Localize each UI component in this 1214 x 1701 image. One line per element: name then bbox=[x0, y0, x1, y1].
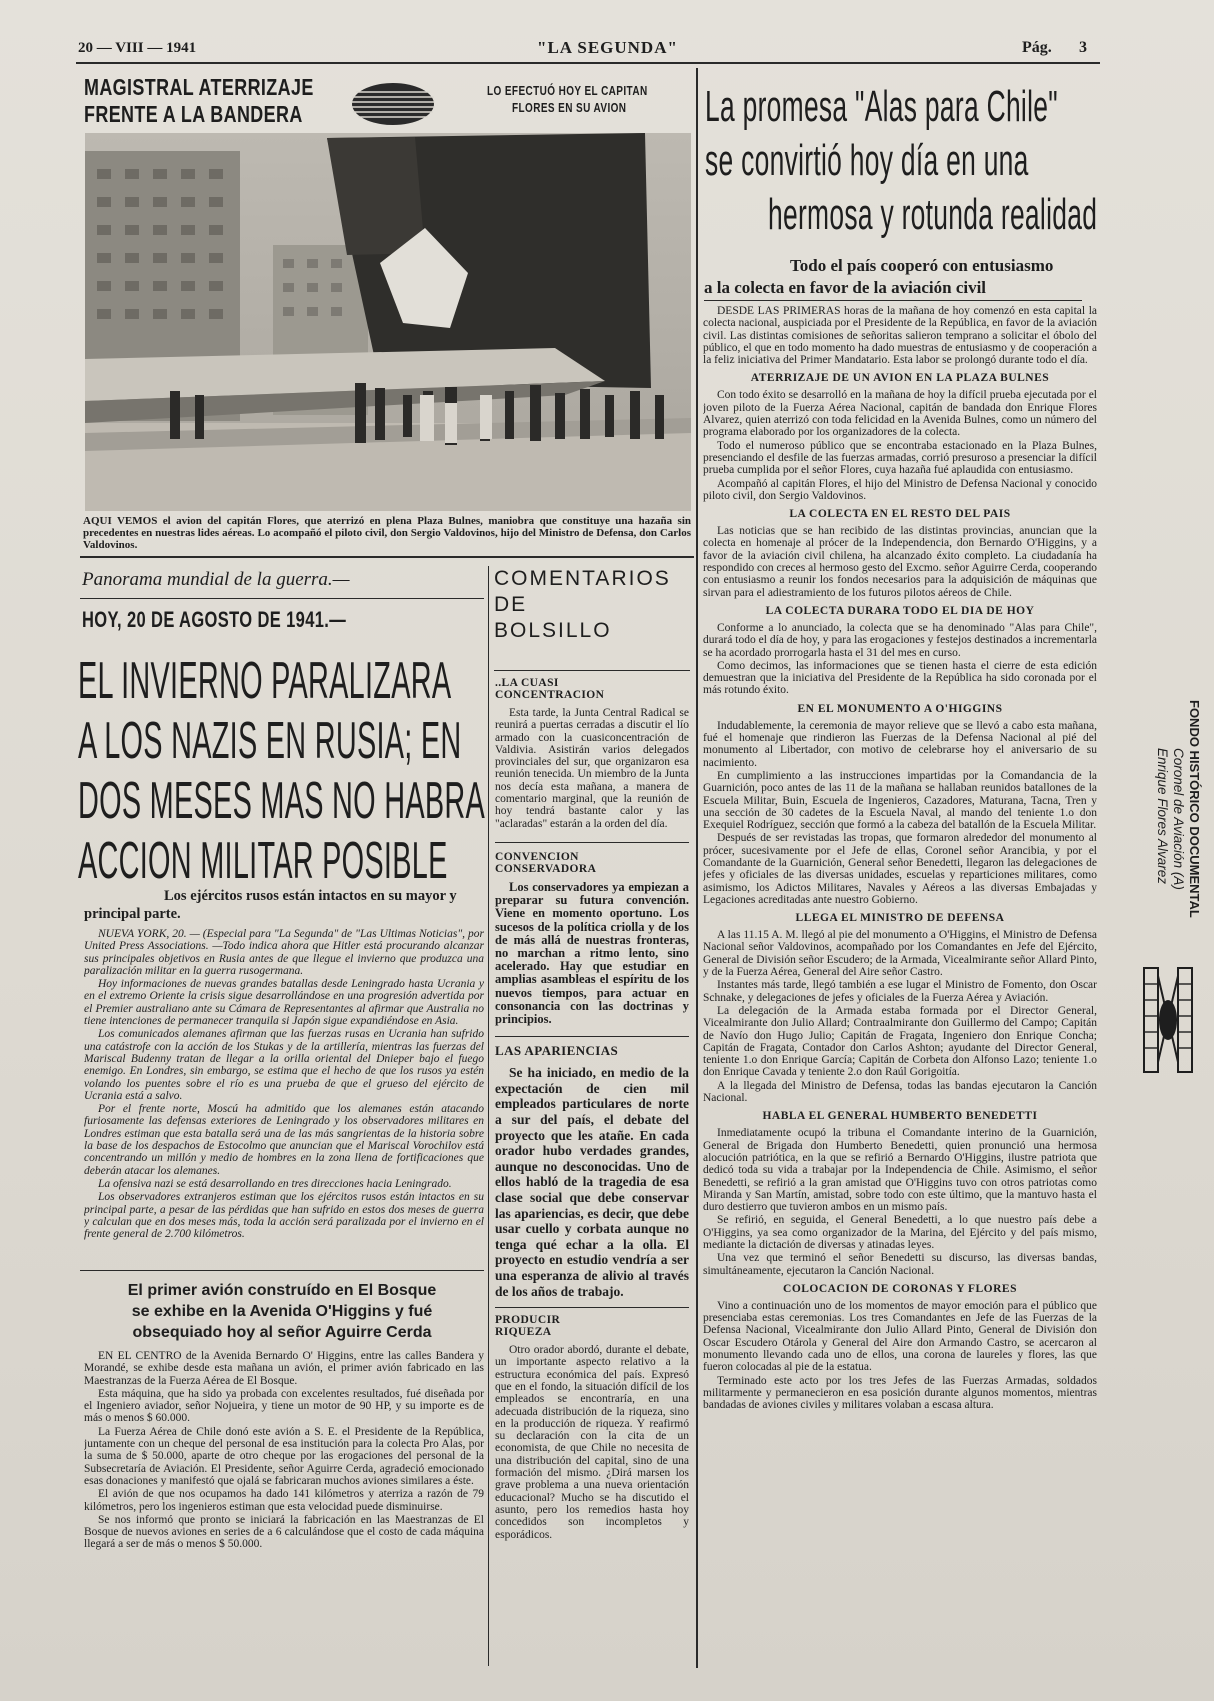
masthead-rule bbox=[76, 62, 1100, 64]
war-headline-line3: DOS MESES MAS NO HABRA bbox=[78, 772, 486, 830]
bosque-paragraph: Esta máquina, que ha sido ya probada con excelentes resultados, fué diseñada por el Ingeniero aviador, señor Nojueira, y tiene un motor de 90 HP, y su importe es de más o menos $ 60.000. bbox=[84, 1387, 484, 1425]
war-headline-line1: EL INVIERNO PARALIZARA bbox=[78, 652, 452, 710]
bosque-paragraph: EN EL CENTRO de la Avenida Bernardo O' Higgins, entre las calles Bandera y Morandé, se exhibe desde esta mañana un avión, el primer avión fabricado en las Maestranzas de la Fuerza Aérea de El Bosque. bbox=[84, 1350, 484, 1387]
comentarios-paragraph: Los conservadores ya empiezan a preparar su futura convención. Viene en momento oportuno. Los sucesos de la política criolla y de los de más allá de nuestras fronteras, no marchan a ritmo lento, sino acelerado. Hay que estudiar en amplias asambleas el espíritu de los nuevos tiempos, para actuar en consonancia con las doctrinas y principios. bbox=[495, 879, 689, 1026]
war-dateline: HOY, 20 DE AGOSTO DE 1941.— bbox=[82, 607, 347, 632]
lead-section-heading: ATERRIZAJE DE UN AVION EN LA PLAZA BULNES bbox=[750, 372, 1050, 385]
archive-stamp-line1: FONDO HISTÓRICO DOCUMENTAL bbox=[1187, 700, 1202, 918]
photo-headline-line1: MAGISTRAL ATERRIZAJE bbox=[84, 74, 314, 100]
war-headline-line2: A LOS NAZIS EN RUSIA; EN bbox=[78, 712, 462, 770]
lead-paragraph: Las noticias que se han recibido de las distintas provincias, anuncian que la colecta en homenaje al prócer de la Independencia, don Bernardo O'Higgins, y a favor de la aviación civil chilena, ha alcanzado éxito completo. La ciudadanía ha respondido con creces al hermoso gesto del Excmo. señor Aguirre Cerda, cooperando con entusiasmo a reunir los fondos necesarios para la adquisición de máquinas que sirvan para el adiestramiento de los futuros pilotos aéreos de Chile. bbox=[703, 525, 1097, 599]
comentarios-title-line3: BOLSILLO bbox=[494, 619, 612, 642]
lead-section-heading: COLOCACION DE CORONAS Y FLORES bbox=[783, 1282, 1017, 1295]
column-rule-right bbox=[696, 68, 698, 1668]
war-paragraph: La ofensiva nazi se está desarrollando en tres direcciones hacia Leningrado. bbox=[98, 1177, 452, 1190]
comentarios-heading: RIQUEZA bbox=[495, 1326, 552, 1339]
comentarios-divider bbox=[495, 1307, 689, 1308]
bosque-headline-line2: se exhibe en la Avenida O'Higgins y fué bbox=[131, 1303, 433, 1320]
lead-section-heading: LA COLECTA EN EL RESTO DEL PAIS bbox=[789, 508, 1011, 521]
photo-kicker-line2: FLORES EN SU AVION bbox=[512, 101, 627, 115]
lead-paragraph: A las 11.15 A. M. llegó al pie del monumento a O'Higgins, el Ministro de Defensa Nacional señor Valdovinos, acompañado por los Comandantes en Jefe del Ejército, General de División señor Escudero; de la Armada, Vicealmirante señor Allard Pinto, y de la Fuerza Aérea, General del Aire señor Castro. bbox=[703, 929, 1097, 979]
bosque-paragraph: El avión de que nos ocupamos ha dado 141 kilómetros y aterriza a razón de 79 kilómetros, pero los ingenieros estiman que esta velocidad puede disminuirse. bbox=[84, 1488, 484, 1513]
comentarios-paragraph: Esta tarde, la Junta Central Radical se reunirá a puertas cerradas a discutir el lío armado con la cuasiconcentración de Valdivia. Asistirán varios delegados provinciales del sur, que organizaron esa reunión tenecida. Un miembro de la Junta nos decía esta mañana, a manera de comentario marginal, que la reunión de hoy tendrá bastante calor y las "aclaradas" estarán a la orden del día. bbox=[495, 707, 689, 830]
war-headline-line4: ACCION MILITAR POSIBLE bbox=[78, 832, 448, 890]
lead-subhead-rule bbox=[704, 300, 1082, 301]
comentarios-heading: CONSERVADORA bbox=[495, 862, 597, 875]
lead-paragraph: Con todo éxito se desarrolló en la mañana de hoy la difícil prueba ejecutada por el joven piloto de la Fuerza Aérea Nacional, capitán de bandada don Enrique Flores Alvarez, quien aterrizó con toda felicidad en la Avenida Bulnes, como un número del programa elaborado por los organizadores de la colecta. bbox=[703, 389, 1097, 439]
photo-bottom-rule bbox=[80, 556, 694, 558]
lead-paragraph: A la llegada del Ministro de Defensa, todas las bandas ejecutaron la Canción Nacional. bbox=[703, 1079, 1097, 1105]
comentarios-body bbox=[495, 677, 689, 1672]
lead-section-heading: EN EL MONUMENTO A O'HIGGINS bbox=[797, 702, 1003, 715]
war-paragraph: NUEVA YORK, 20. — (Especial para "La Segunda" de "Las Ultimas Noticias", por United Press Associations. —Todo indica ahora que Hitler está procurando alcanzar sus principales objetivos en Rusia antes de que llegue el invierno que produzca una paralización militar en la guerra rusogermana. bbox=[84, 928, 484, 977]
comentarios-title bbox=[494, 566, 671, 644]
comentarios-title-line1: COMENTARIOS bbox=[494, 567, 671, 590]
lead-paragraph: Como decimos, las informaciones que se tienen hasta el cierre de esta edición demuestran que la iniciativa del Presidente de la República ha sido coronada por el más rotundo éxito. bbox=[703, 659, 1097, 697]
lead-headline-line3: hermosa y rotunda realidad bbox=[768, 190, 1098, 239]
comentarios-divider bbox=[495, 1036, 689, 1037]
winged-emblem-icon bbox=[350, 80, 436, 128]
masthead-date: 20 — VIII — 1941 bbox=[78, 40, 197, 56]
archive-stamp-line2: Coronel de Aviación (A) bbox=[1171, 748, 1186, 890]
lead-paragraph: Se refirió, en seguida, el General Benedetti, a lo que nuestro país debe a O'Higgins, ya sea como organizador de la Marina, del Ejército y del país mismo, mediante la dictación de diversas y atinadas leyes. bbox=[703, 1214, 1097, 1251]
war-kicker: Panorama mundial de la guerra.— bbox=[82, 569, 350, 590]
comentarios-paragraph: Se ha iniciado, en medio de la expectación de cien mil empleados particulares de norte a sur del país, el debate del proyecto que les atañe. En cada orador hubo verdades grandes, aunque no desconocidas. Uno de ellos habló de la tragedia de esa clase social que debe conservar las apariencias, es decir, que debe usar cuello y corbata aunque no tenga qué echar a la olla. El proyecto en estudio vendría a ser una esperanza de alivio al través de los años de trabajo. bbox=[495, 1065, 689, 1299]
lead-paragraph: La delegación de la Armada estaba formada por el Director General, Vicealmirante don Julio Allard; Contraalmirante don Guillermo del Campo; Capitán de Navío don Hugo Julio; Capitán de Fragata, Ingeniero don Enrique Concha; Capitán de Fragata, Contador don Carlos Ashton; ayudante del Director General, teniente 1.o don Enrique García; Capitán de Corbeta don Alfonso Lazo; teniente 1.o don Enrique Cavada y teniente 2.o don Raúl Gorigoitía. bbox=[703, 1004, 1097, 1079]
column-rule-middle bbox=[488, 566, 489, 1666]
lead-subhead-line2: a la colecta en favor de la aviación civil bbox=[704, 278, 987, 297]
war-kicker-rule bbox=[80, 598, 484, 599]
masthead-page-label: Pág. bbox=[1022, 39, 1052, 56]
war-paragraph: Los comunicados alemanes afirman que las fuerzas rusas en Ucrania han sufrido una catástrofe con la acción de los Stukas y de la artillería, mientras las fuerzas del Mariscal Budenny tratan de llegar a la orilla oriental del Dnieper bajo el fuego enemigo. En Londres, sin embargo, se estima que el hecho de que los rusos ya estén volando los puentes sobre el río es una prueba de que el grueso del ejército de Ucrania está a salvo. bbox=[84, 1028, 484, 1102]
lead-paragraph: En cumplimiento a las instrucciones impartidas por la Comandancia de la Guarnición, poco antes de las 11 de la mañana se hallaban reunidos batallones de la Escuela Militar, Buin, Escuela de Ingenieros, Cazadores, Maturana, Tacna, Tren y una sección de 30 cadetes de la Escuela Naval, al mando del teniente 1.o don Exequiel Rodríguez, sección que formó a la cabeza del batallón de la Escuela Militar. bbox=[703, 769, 1097, 832]
war-story-body bbox=[84, 928, 484, 1266]
lead-paragraph: Conforme a lo anunciado, la colecta que se ha denominado "Alas para Chile", durará todo el día de hoy, y para las erogaciones y festejos destinados a incrementarla se ha acordado prorrogarla hasta el 31 del mes en curso. bbox=[703, 621, 1097, 659]
lead-paragraph: Una vez que terminó el señor Benedetti su discurso, las diversas bandas, simultáneamente, ejecutaron la Canción Nacional. bbox=[703, 1252, 1097, 1277]
war-bottom-rule bbox=[80, 1270, 484, 1271]
war-paragraph: Los observadores extranjeros estiman que los ejércitos rusos están intactos en su principal parte, a pesar de las pérdidas que han sufrido en estos dos meses de guerra y calculan que en dos meses más, toda la acción será paralizada por el invierno en el frente general de 2.700 kilómetros. bbox=[84, 1191, 484, 1241]
lead-paragraph: Inmediatamente ocupó la tribuna el Comandante interino de la Guarnición, General de Brigada don Humberto Benedetti, quien pronunció una hermosa alocución patriótica, en la que se refirió a Bernardo O'Higgins, ilustre patriota que dedicó toda su vida a trabajar por la Independencia de Chile. Asimismo, el señor Benedetti, se refirió a la gran amistad que O'Higgins tuvo con otros patriotas como Miranda y San Martín, amistad, sobre todo con este último, que la mantuvo hasta el duro destierro que tuvieron ambos en un mismo país. bbox=[703, 1127, 1097, 1214]
biplane-logo-icon bbox=[1138, 962, 1198, 1080]
bosque-headline bbox=[80, 1280, 484, 1343]
lead-paragraph: Acompañó al capitán Flores, el hijo del Ministro de Defensa Nacional y conocido piloto civil, don Sergio Valdovinos. bbox=[703, 477, 1097, 502]
war-paragraph: Por el frente norte, Moscú ha admitido que los alemanes están atacando furiosamente las defensas exteriores de Leningrado y los observadores militares en Londres estiman que esta batalla será una de las más sangrientas de la historia sobre la base de los despachos de Estocolmo que anuncian que el Mariscal Vorochilov está concentrando un millón y medio de hombres en la zona llena de fortificaciones que deberán atacar los alemanes. bbox=[84, 1103, 484, 1177]
lead-paragraph: Después de ser revistadas las tropas, que formaron alrededor del monumento al prócer, sucesivamente por el Jefe de ellas, Coronel señor Arancibia, y por el Comandante de la Guarnición, General señor Benedetti, llegaron las delegaciones de jefes y oficiales de las diversas unidades, escuelas y reparticiones militares, como asimismo, los Adictos Militares, Navales y Aéreos a las diversas Embajadas y Legaciones acreditadas ante nuestro Gobierno. bbox=[703, 832, 1097, 906]
photo-kicker-line1: LO EFECTUÓ HOY EL CAPITAN bbox=[487, 84, 648, 98]
comentarios-paragraph: Otro orador abordó, durante el debate, un importante aspecto relativo a la estructura económica del país. Expresó que en el fondo, la situación difícil de los empleados se encontraría, en una adecuada distribución de la riqueza, sino en la producción de riqueza. Y reafirmó su declaración con la cita de un economista, de que Chile no necesita de una distribución del capital, sino de una formación del mismo. ¿Dirá marsen los grave problema a una nueva orientación educacional? Mucho se ha discutido el asunto, pero los remedios hasta hoy concedidos son incompletos y esporádicos. bbox=[495, 1344, 689, 1541]
comentarios-heading: CONCENTRACION bbox=[495, 689, 605, 701]
lead-section-heading: LLEGA EL MINISTRO DE DEFENSA bbox=[795, 912, 1005, 925]
photo-headline-line2: FRENTE A LA BANDERA bbox=[84, 101, 303, 127]
lead-paragraph: Indudablemente, la ceremonia de mayor relieve que se llevó a cabo esta mañana, fué el homenaje que rindieron las Fuerzas de la Defensa Nacional al pié del monumento al Libertador, con motivo de celebrarse hoy el aniversario de su nacimiento. bbox=[703, 719, 1097, 769]
comentarios-divider bbox=[495, 842, 689, 843]
lead-paragraph: Instantes más tarde, llegó también a ese lugar el Ministro de Fomento, don Oscar Schnake, y delegaciones de jefes y oficiales de la Fuerza Aérea y Aviación. bbox=[703, 979, 1097, 1004]
lead-subhead-line1: Todo el país cooperó con entusiasmo bbox=[790, 256, 1054, 275]
lead-headline-line1: La promesa "Alas para Chile" bbox=[705, 82, 1058, 131]
lead-paragraph: Terminado este acto por los tres Jefes de las Fuerzas Armadas, soldados militarmente y permanecieron en esa posición durante algunos momentos, mientras bandadas de aviones civiles y militares volaban a escasa altura. bbox=[703, 1374, 1097, 1412]
bosque-paragraph: Se nos informó que pronto se iniciará la fabricación en las Maestranzas de El Bosque de nuevos aviones en series de a 6 calculándose que el costo de cada máquina llegará a ser de más o menos $ 50.000. bbox=[84, 1513, 484, 1551]
photo-caption: AQUI VEMOS el avion del capitán Flores, que aterrizó en plena Plaza Bulnes, maniobra que constituye una hazaña sin precedentes en nuestras lides aéreas. Lo acompañó el piloto civil, don Sergio Valdovinos, hijo del Ministro de Defensa, don Carlos Valdovinos. bbox=[83, 515, 691, 551]
comentarios-title-line2: DE bbox=[494, 593, 528, 616]
lead-paragraph: Vino a continuación uno de los momentos de mayor emoción para el público que presenciaba estas ceremonias. Los tres Comandantes en Jefe de las Fuerzas de la Defensa Nacional, Vicealmirante don Julio Allard Pinto, General de División don Oscar Escudero Otárola y General del Aire don Armando Castro, se acercaron al monumento llevando cada uno de ellos, una corona de laureles y flores, las que fueron colocadas al pie de la estatua. bbox=[703, 1299, 1097, 1374]
bosque-headline-line1: El primer avión construído en El Bosque bbox=[127, 1282, 437, 1299]
comentarios-heading: CONVENCION bbox=[495, 850, 579, 863]
war-deck: Los ejércitos rusos están intactos en su mayor y principal parte. bbox=[84, 888, 457, 922]
bosque-headline-line3: obsequiado hoy al señor Aguirre Cerda bbox=[132, 1324, 432, 1341]
comentarios-title-rule bbox=[494, 670, 690, 671]
lead-section-heading: HABLA EL GENERAL HUMBERTO BENEDETTI bbox=[762, 1110, 1038, 1123]
bosque-story-body bbox=[84, 1350, 484, 1675]
masthead-page-number: 3 bbox=[1079, 39, 1087, 56]
news-photo bbox=[85, 133, 691, 511]
lead-story-body bbox=[703, 305, 1097, 1680]
masthead-paper-name: "LA SEGUNDA" bbox=[537, 38, 678, 57]
lead-paragraph: DESDE LAS PRIMERAS horas de la mañana de hoy comenzó en esta capital la colecta nacional, auspiciada por el Presidente de la República, en favor de la aviación civil. Las distintas comisiones de señoritas salieron temprano a solicitar el óbolo del público, el que en todo momento ha dado muestras de entusiasmo y de cooperación a la feliz iniciativa del Primer Mandatario. Esta labor se prolongó durante todo el día. bbox=[703, 305, 1097, 367]
archive-stamp-line3: Enrique Flores Alvarez bbox=[1155, 748, 1170, 885]
comentarios-heading: LAS APARIENCIAS bbox=[495, 1043, 619, 1059]
lead-section-heading: LA COLECTA DURARA TODO EL DIA DE HOY bbox=[765, 604, 1035, 617]
lead-paragraph: Todo el numeroso público que se encontraba estacionado en la Plaza Bulnes, presenciando el desfile de las fuerzas armadas, corrió presuroso a presenciar la difícil prueba cumplida por el señor Flores, cuya hazaña fué aplaudida con entusiasmo. bbox=[703, 439, 1097, 477]
plaza-landing-photo-illustration bbox=[85, 133, 691, 511]
war-paragraph: Hoy informaciones de nuevas grandes batallas desde Leningrado hasta Ucrania y en el extremo Oriente la crisis sigue desarrollándose en una progresión advertida por el Premier australiano ante su Cámara de Representantes al afirmar que Australia no tiene intenciones de permanecer tranquila si Japón sigue expandiéndose en Asia. bbox=[84, 978, 484, 1028]
bosque-paragraph: La Fuerza Aérea de Chile donó este avión a S. E. el Presidente de la República, juntamente con un cheque del personal de esa institución para la colecta Pro Alas, por la suma de $ 50.000, aparte de otro cheque por las erogaciones del personal de la Subsecretaría de Aviación. El Presidente, señor Aguirre Cerda, agradeció emocionado esas donaciones y manifestó que ojalá se fabricaran muchos aviones similares a éste. bbox=[84, 1425, 484, 1487]
comentarios-heading: PRODUCIR bbox=[495, 1314, 561, 1327]
lead-headline-line2: se convirtió hoy día en una bbox=[705, 136, 1029, 185]
comentarios-heading: ..LA CUASI bbox=[495, 677, 559, 689]
